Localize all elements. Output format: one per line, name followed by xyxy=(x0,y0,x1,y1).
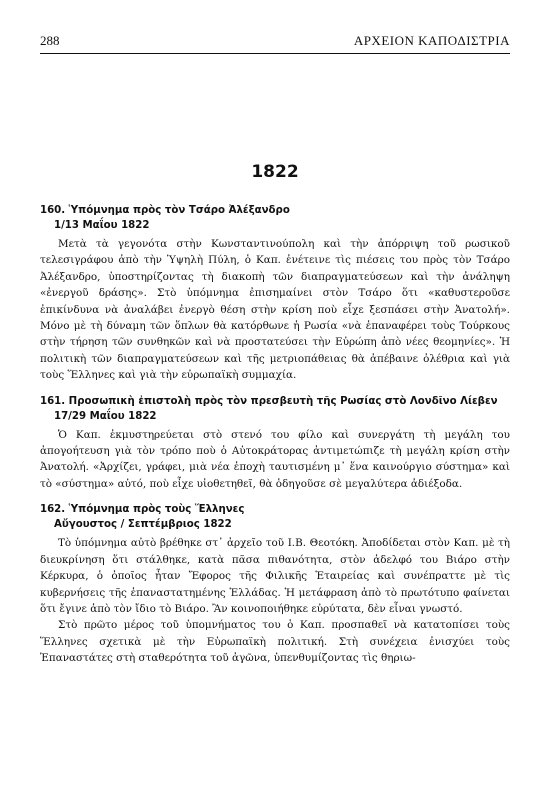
entry-162 xyxy=(40,502,510,666)
entry-date: Αὔγουστος / Σεπτέμβριος 1822 xyxy=(54,519,232,531)
entry-paragraph: Τὸ ὑπόμνημα αὐτὸ βρέθηκε στ᾿ ἀρχεῖο τοῦ Ι.Β. Θεοτόκη. Ἀποδίδεται στὸν Καπ. μὲ τὴ διευκρίνηση ὅτι στάλθηκε, κατὰ πᾶσα πιθανότητα, στὸν ἀδελφό του Βιάρο στὴν Κέρκυρα, ὁ ὁποῖος ἦταν Ἔφορος τῆς Φιλικῆς Ἑταιρείας καὶ συνέπραττε μὲ τὶς κυβερνήσεις τῆς ἐπαναστατημένης Ἑλλάδας. Ἡ μετάφραση ἀπὸ τὸ πρωτότυπο φαίνεται ὅτι ἔγινε ἀπὸ τὸν ἴδιο τὸ Βιάρο. Ἂν κοινοποιήθηκε εὐρύτατα, δὲν εἶναι γνωστό. xyxy=(40,537,510,615)
year-heading: 1822 xyxy=(251,162,299,182)
entry-title: 161. Προσωπικὴ ἐπιστολὴ πρὸς τὸν πρεσβευτὴ τῆς Ρωσίας στὸ Λονδῖνο Λίεβεν xyxy=(40,395,498,407)
page-number: 288 xyxy=(40,33,60,48)
entry-paragraph: Μετὰ τὰ γεγονότα στὴν Κωνσταντινούπολη καὶ τὴν ἀπόρριψη τοῦ ρωσικοῦ τελεσιγράφου ἀπὸ τὴν Ὑψηλὴ Πύλη, ὁ Καπ. ἐνέτεινε τὶς πιέσεις του πρὸς τὸν Τσάρο Ἀλέξανδρο, ὑποστηρίζοντας τὴ διακοπὴ τῶν διαπραγματεύσεων καὶ τὴν ἀνάληψη «ἐνεργοῦ δράσης». Στὸ ὑπόμνημα ἐπισημαίνει στὸν Τσάρο ὅτι «καθυστεροῦσε ἐπικίνδυνα νὰ ἀναλάβει ἐνεργὸ θέση στὴν κρίση ποὺ εἶχε ξεσπάσει στὴν Ἀνατολή». Μόνο μὲ τὴ δύναμη τῶν ὅπλων θὰ κατόρθωνε ἡ Ρωσία «νὰ ἐπαναφέρει τοὺς Τούρκους στὴν τήρηση τῶν συνθηκῶν καὶ νὰ προστατεύσει τὴν Εὐρώπη ἀπὸ νέες θεομηνίες». Ἡ πολιτικὴ τῶν διαπραγματεύσεων καὶ τῆς μετριοπάθειας θὰ ἀπέβαινε ὀλέθρια καὶ γιὰ τοὺς Ἕλληνες καὶ γιὰ τὴν εὐρωπαϊκὴ συμμαχία. xyxy=(40,238,510,382)
entry-title: 162. Ὑπόμνημα πρὸς τοὺς Ἕλληνες xyxy=(40,504,245,516)
document-body xyxy=(40,203,510,677)
entry-date: 17/29 Μαΐου 1822 xyxy=(54,410,157,422)
running-title: ΑΡΧΕΙΟΝ ΚΑΠΟΔΙΣΤΡΙΑ xyxy=(353,33,510,48)
running-header xyxy=(40,33,510,54)
entry-title: 160. Ὑπόμνημα πρὸς τὸν Τσάρο Ἀλέξανδρο xyxy=(40,205,290,216)
entry-paragraph: Ὁ Καπ. ἐκμυστηρεύεται στὸ στενό του φίλο καὶ συνεργάτη τὴ μεγάλη του ἀπογοήτευση γιὰ τὸν τρόπο ποὺ ὁ Αὐτοκράτορας ἀντιμετώπιζε τὴ μεγάλη κρίση στὴν Ἀνατολή. «Ἀρχίζει, γράφει, μιὰ νέα ἐποχὴ ταυτισμένη μ᾿ ἕνα καινούργιο σύστημα» καὶ τὸ «σύστημα» αὐτό, ποὺ εἶχε υἱοθετηθεῖ, θὰ ὁδηγοῦσε σὲ μεγαλύτερα ἀδιέξοδα. xyxy=(40,428,510,490)
entry-160 xyxy=(40,203,510,384)
entry-date: 1/13 Μαΐου 1822 xyxy=(54,220,150,231)
entry-paragraph: Στὸ πρῶτο μέρος τοῦ ὑπομνήματος του ὁ Καπ. προσπαθεῖ νὰ κατατοπίσει τοὺς Ἕλληνες σχετικὰ μὲ τὴν Εὐρωπαϊκὴ πολιτική. Στὴ συνέχεια ἐνισχύει τοὺς Ἐπαναστάτες στὴ σταθερότητα τοῦ ἀγῶνα, ὑπενθυμίζοντας τὶς θηριω- xyxy=(40,619,510,665)
entry-161 xyxy=(40,394,510,493)
